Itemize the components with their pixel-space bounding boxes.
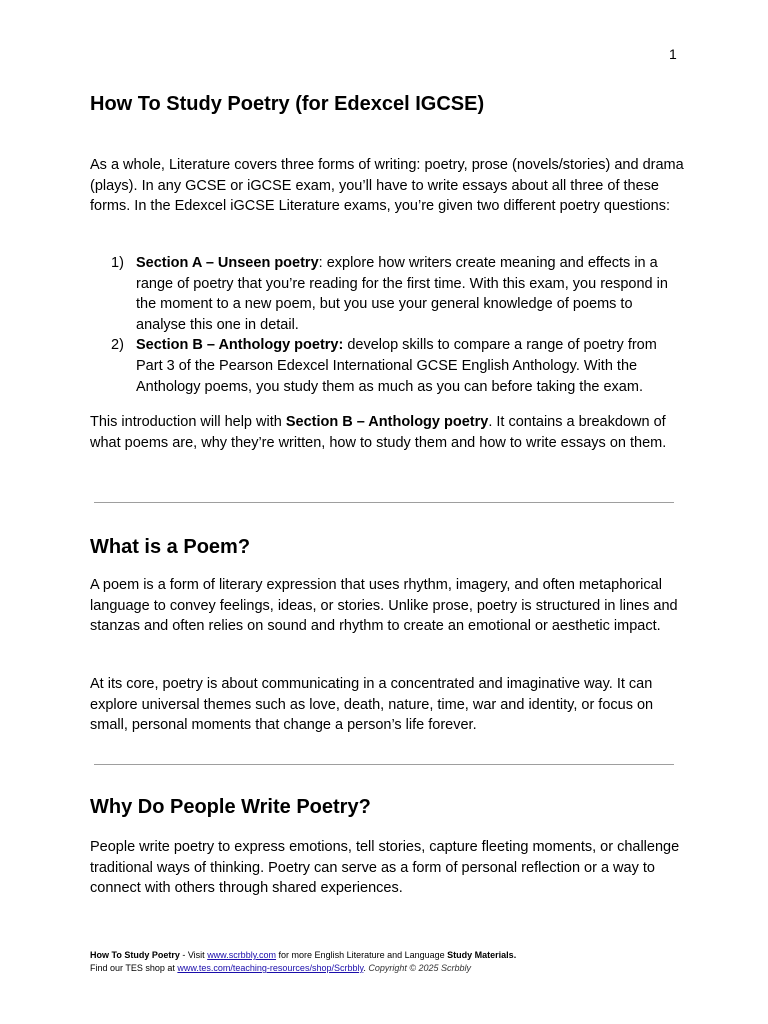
scrbbly-website-link[interactable]: www.scrbbly.com (207, 950, 277, 960)
list-item-bold: Section B – Anthology poetry: (136, 337, 344, 354)
summary-text-before: This introduction will help with (90, 414, 286, 430)
what-is-poem-paragraph-1: A poem is a form of literary expression that uses rhythm, imagery, and often metaphorical language to convey feelings, ideas, or stories. Unlike prose, poetry is structured in lines and stanzas and often relies on sound and rhythm to create an emotional or aesthetic impact. (90, 577, 678, 635)
what-is-poem-paragraph-2: At its core, poetry is about communicating in a concentrated and imaginative way. It can explore universal themes such as love, death, nature, time, war and identity, or focus on small, personal moments that change a person’s life forever. (90, 676, 654, 734)
intro-paragraph: As a whole, Literature covers three forms of writing: poetry, prose (novels/stories) and drama (plays). In any GCSE or iGCSE exam, you’ll have to write essays about all three of these forms. In the Edexcel iGCSE Literature exams, you’re given two different poetry questions: (90, 157, 684, 215)
footer-title: How To Study Poetry (90, 950, 180, 960)
why-write-paragraph: People write poetry to express emotions, tell stories, capture fleeting moments, or challenge traditional ways of thinking. Poetry can serve as a form of personal reflection or a way to connect with others through shared experiences. (90, 839, 680, 897)
footer-text: - Visit (179, 950, 208, 960)
summary-text-after: . It contains a breakdown of what poems are, why they’re written, how to study them and how to write essays on them. (90, 414, 667, 451)
exam-sections-list (90, 253, 685, 397)
page-title: How To Study Poetry (for Edexcel IGCSE) (90, 93, 485, 115)
list-item-text: : explore how writers create meaning and effects in a range of poetry that you’re reading for the first time. With this exam, you respond in the moment to a new poem, but you use your general knowledge of poems to analyse this one in detail. (136, 255, 668, 333)
footer-study-materials: Study Materials. (447, 950, 517, 960)
footer-text: for more English Literature and Language (276, 950, 448, 960)
why-write-heading: Why Do People Write Poetry? (90, 796, 371, 818)
intro-summary-paragraph (90, 412, 685, 453)
list-item-number: 2) (111, 337, 124, 354)
footer-text: Find our TES shop at (90, 963, 178, 973)
list-item-number: 1) (111, 255, 124, 271)
what-is-poem-heading: What is a Poem? (90, 536, 251, 558)
footer-line-2 (90, 962, 690, 975)
list-item-text: develop skills to compare a range of poetry from Part 3 of the Pearson Edexcel International GCSE English Anthology. With the Anthology poems, you study them as much as you can before taking the exam. (136, 337, 657, 395)
footer-text: . (363, 963, 369, 973)
page-number: 1 (669, 46, 677, 62)
summary-bold: Section B – Anthology poetry (285, 414, 489, 430)
list-item (90, 335, 685, 397)
tes-shop-link[interactable]: www.tes.com/teaching-resources/shop/Scrbbly (177, 963, 364, 973)
section-divider (94, 764, 674, 765)
footer-line-1 (90, 949, 690, 962)
page-footer (90, 949, 690, 975)
list-item-bold: Section A – Unseen poetry (136, 255, 319, 271)
footer-copyright: Copyright © 2025 Scrbbly (368, 963, 472, 973)
list-item (90, 253, 685, 335)
section-divider (94, 502, 674, 503)
